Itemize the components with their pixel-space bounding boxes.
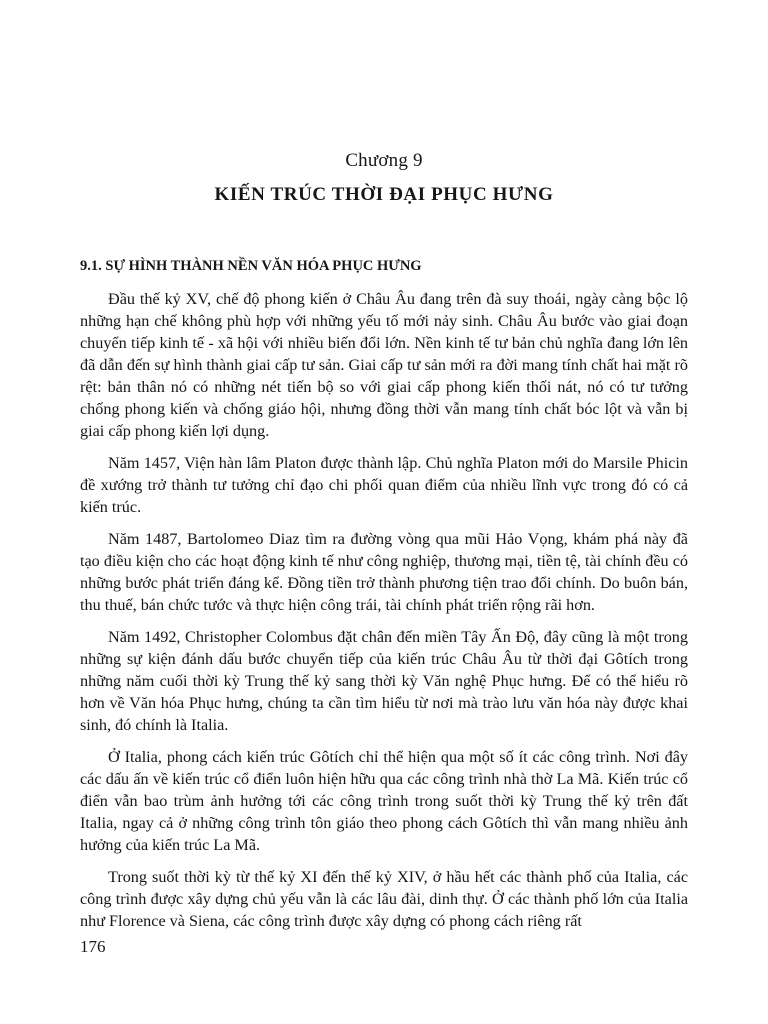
paragraph: Ở Italia, phong cách kiến trúc Gôtích chỉ thể hiện qua một số ít các công trình. Nơi đây các dấu ấn về kiến trúc cổ điển luôn hiện hữu qua các công trình nhà thờ La Mã. Kiến trúc cổ điển vẫn bao trùm ảnh hưởng tới các công trình trong suốt thời kỳ Trung thế kỷ trên đất Italia, ngay cả ở những công trình tôn giáo theo phong cách Gôtích thì vẫn mang nhiều ảnh hưởng của kiến trúc La Mã. <box>80 748 688 854</box>
chapter-title: KIẾN TRÚC THỜI ĐẠI PHỤC HƯNG <box>214 184 554 205</box>
paragraph: Năm 1487, Bartolomeo Diaz tìm ra đường vòng qua mũi Hảo Vọng, khám phá này đã tạo điều kiện cho các hoạt động kinh tế như công nghiệp, thương mại, tiền tệ, tài chính đều có những bước phát triển đáng kể. Đồng tiền trở thành phương tiện trao đổi chính. Do buôn bán, thu thuế, bán chức tước và thực hiện công trái, tài chính phát triển rộng rãi hơn. <box>80 530 688 614</box>
body-text <box>80 288 688 942</box>
section-heading: 9.1. SỰ HÌNH THÀNH NỀN VĂN HÓA PHỤC HƯNG <box>80 258 422 274</box>
paragraph: Trong suốt thời kỳ từ thế kỷ XI đến thế kỷ XIV, ở hầu hết các thành phố của Italia, các công trình được xây dựng chủ yếu vẫn là các lâu đài, dinh thự. Ở các thành phố lớn của Italia như Florence và Siena, các công trình được xây dựng có phong cách riêng rất <box>80 868 688 930</box>
paragraph: Năm 1457, Viện hàn lâm Platon được thành lập. Chủ nghĩa Platon mới do Marsile Phicin đề xướng trở thành tư tưởng chỉ đạo chi phối quan điểm của nhiều lĩnh vực trong đó có cả kiến trúc. <box>80 454 688 516</box>
paragraph: Năm 1492, Christopher Colombus đặt chân đến miền Tây Ấn Độ, đây cũng là một trong những sự kiện đánh dấu bước chuyển tiếp của kiến trúc Châu Âu từ thời đại Gôtích trong những năm cuối thời kỳ Trung thế kỷ sang thời kỳ Văn nghệ Phục hưng. Để có thể hiểu rõ hơn về Văn hóa Phục hưng, chúng ta cần tìm hiểu từ nơi mà trào lưu văn hóa này được khai sinh, đó chính là Italia. <box>80 628 688 734</box>
paragraph: Đầu thế kỷ XV, chế độ phong kiến ở Châu Âu đang trên đà suy thoái, ngày càng bộc lộ những hạn chế không phù hợp với những yếu tố mới nảy sinh. Châu Âu bước vào giai đoạn chuyển tiếp kinh tế - xã hội với nhiều biến đổi lớn. Nền kinh tế tư bản chủ nghĩa đang lớn lên đã dẫn đến sự hình thành giai cấp tư sản. Giai cấp tư sản mới ra đời mang tính chất hai mặt rõ rệt: bản thân nó có những nét tiến bộ so với giai cấp phong kiến thối nát, nó có tư tưởng chống phong kiến và chống giáo hội, nhưng đồng thời vẫn mang tính chất bóc lột và vẫn bị giai cấp phong kiến lợi dụng. <box>80 290 688 440</box>
page-number: 176 <box>80 937 106 956</box>
chapter-heading: Chương 9 <box>345 150 423 171</box>
